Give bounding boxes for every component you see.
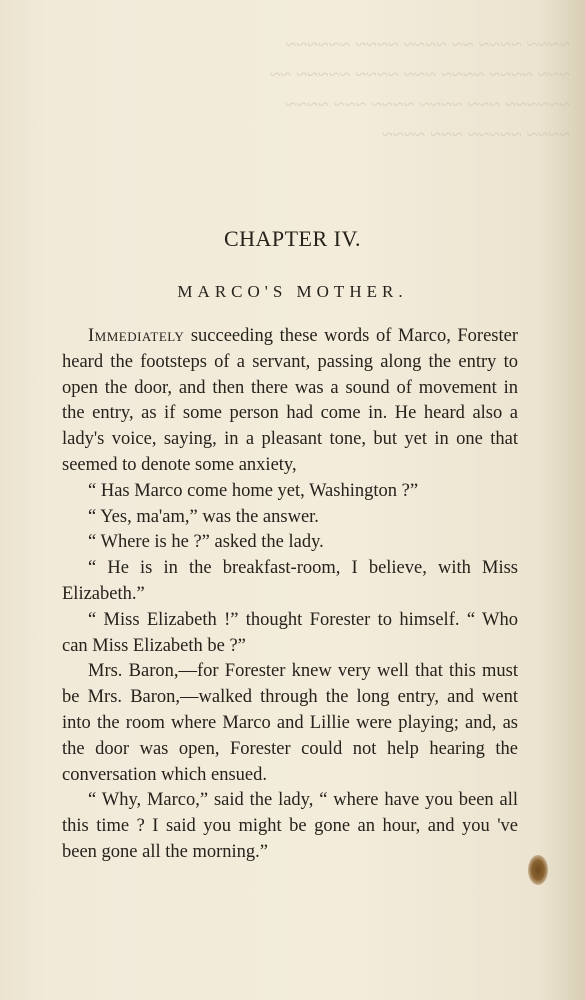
- chapter-title: MARCO'S MOTHER.: [177, 282, 408, 301]
- paragraph: “ Yes, ma'am,” was the answer.: [88, 506, 319, 527]
- paragraph: “ Why, Marco,” said the lady, “ where have you been all this time ? I said you might be gone an hour, and you 've been gone all the morning.”: [62, 790, 518, 862]
- drop-word: Immediately: [88, 326, 185, 346]
- ink-stain: [528, 855, 548, 885]
- paragraph: “ Has Marco come home yet, Washington ?”: [88, 480, 419, 501]
- paragraph: “ Where is he ?” asked the lady.: [88, 532, 324, 553]
- paragraph: Mrs. Baron,—for Forester knew very well that this must be Mrs. Baron,—walked through the long entry, and went into the room where Marco and Lillie were playing; and, as the door was open, Forester could not help hearing the conversation which ensued.: [62, 661, 518, 785]
- paragraph: Immediately succeeding these words of Marco, Forester heard the footsteps of a servant, passing along the entry to open the door, and then there was a sound of movement in the entry, as if some person had come in. He heard also a lady's voice, saying, in a pleasant tone, but yet in one that seemed to denote some anxiety,: [62, 326, 518, 475]
- paragraph: “ He is in the breakfast-room, I believe, with Miss Elizabeth.”: [62, 558, 518, 604]
- paragraph: “ Miss Elizabeth !” thought Forester to himself. “ Who can Miss Elizabeth be ?”: [62, 609, 518, 656]
- show-through-text: ~~~~ ~~~~ ~~ ~~~~ ~~~~ ~~~~~~ ~~~ ~~~~ ~~~~ ~~~ ~~~~ ~~~~~ ~~ ~~~~~~ ~~~ ~~~~ ~~~~ ~~~ ~~~~ ~~~~ ~~~~~ ~~~ ~~~~: [269, 34, 570, 146]
- chapter-heading: CHAPTER IV.: [223, 226, 362, 251]
- body-text: [62, 324, 518, 866]
